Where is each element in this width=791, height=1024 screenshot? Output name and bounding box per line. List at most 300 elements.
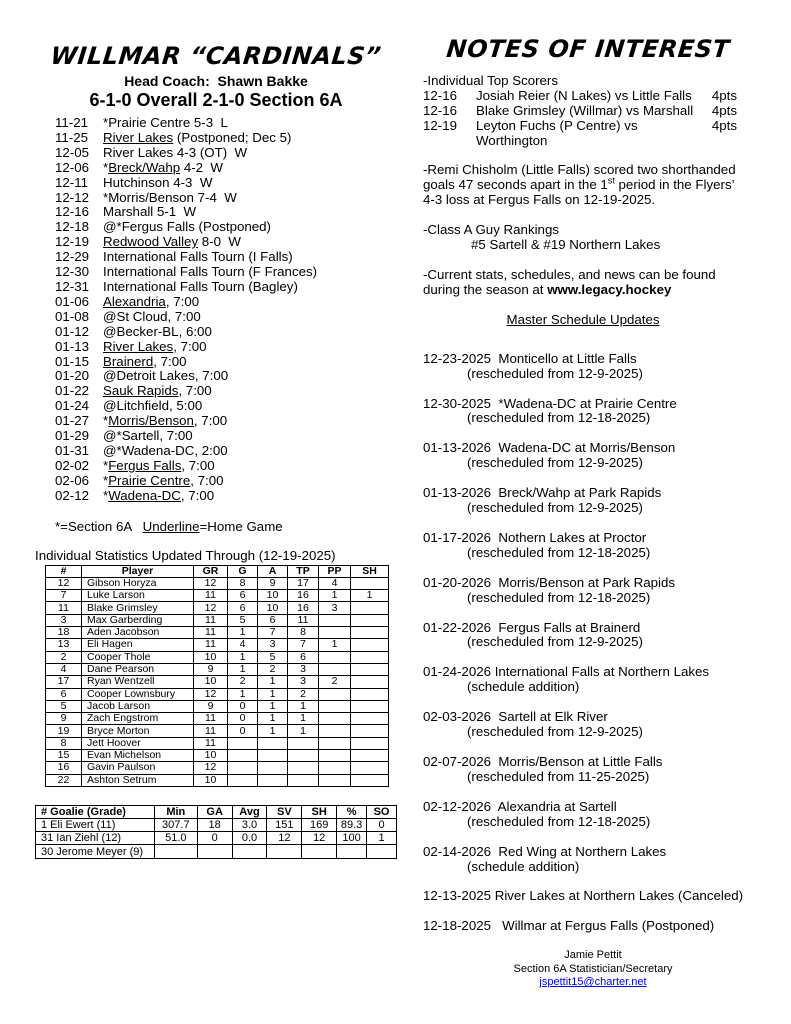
table-cell: 7: [258, 627, 288, 639]
table-cell: Aden Jacobson: [82, 627, 194, 639]
stats-note-url: www.legacy.hockey: [547, 281, 672, 297]
table-cell: [288, 774, 319, 786]
schedule-update: [423, 710, 779, 740]
table-cell: 10: [194, 774, 228, 786]
game-result: , 7:00: [178, 383, 212, 399]
opponent-name: Becker-BL: [116, 323, 179, 339]
table-cell: 31 Ian Ziehl (12): [36, 832, 155, 845]
table-cell: [351, 713, 389, 725]
stats-title: Individual Statistics Updated Through (12-19-2025): [35, 547, 336, 563]
opponent-name: Brainerd: [103, 353, 154, 369]
schedule-row: [55, 414, 397, 429]
footer: [423, 949, 763, 990]
game-date: 01-31: [55, 442, 90, 458]
update-detail: (schedule addition): [467, 679, 580, 695]
game-prefix: *: [103, 413, 109, 429]
shorthanded-line3: 4-3 loss at Fergus Falls on 12-19-2025.: [423, 192, 656, 208]
table-cell: [267, 845, 302, 858]
game-date: 12-18: [55, 219, 90, 235]
schedule-update: [423, 621, 779, 651]
table-cell: 9: [46, 713, 82, 725]
table-cell: 3: [288, 676, 319, 688]
table-cell: 10: [194, 676, 228, 688]
column-header: SO: [367, 805, 397, 818]
game-result: , 5:00: [168, 398, 203, 414]
schedule-row: [55, 265, 397, 280]
top-scorers-list: [423, 89, 737, 149]
game-date: 02-06: [55, 472, 90, 488]
update-detail: (rescheduled from 12-9-2025): [467, 634, 643, 650]
goalie-stats-table: [35, 805, 397, 859]
schedule-row: [55, 355, 397, 370]
table-cell: 11: [194, 639, 228, 651]
table-cell: [351, 577, 389, 589]
game-prefix: *: [103, 159, 109, 175]
scorer-description: Josiah Reier (N Lakes) vs Little Falls: [476, 87, 692, 103]
game-result: , 7:00: [194, 368, 229, 384]
opponent-name: River Lakes: [103, 338, 174, 354]
opponent-name: River Lakes: [103, 144, 174, 160]
ordinal-superscript: st: [607, 175, 615, 186]
game-date: 11-21: [55, 115, 89, 130]
column-header: PP: [319, 565, 351, 577]
game-text: [103, 131, 291, 146]
table-cell: Jett Hoover: [82, 737, 194, 749]
table-cell: 11: [194, 590, 228, 602]
schedule-row: [55, 161, 397, 176]
table-cell: Ryan Wentzell: [82, 676, 194, 688]
game-date: 01-20: [55, 368, 90, 384]
game-text: [103, 414, 227, 429]
table-cell: 2: [228, 676, 258, 688]
schedule-update: [423, 755, 779, 785]
table-cell: [351, 762, 389, 774]
table-cell: 22: [46, 774, 82, 786]
table-cell: 1: [258, 676, 288, 688]
table-cell: 3: [258, 639, 288, 651]
table-cell: [288, 750, 319, 762]
stats-location-note: [423, 268, 779, 298]
opponent-name: International Falls Tourn (F Frances): [103, 264, 318, 280]
opponent-name: Redwood Valley: [103, 234, 199, 250]
table-cell: [319, 725, 351, 737]
game-text: [103, 310, 201, 325]
update-detail: (rescheduled from 12-9-2025): [467, 500, 643, 516]
header-row: [36, 805, 397, 818]
opponent-name: Prairie Centre: [108, 115, 191, 130]
game-text: [103, 235, 241, 250]
schedule-row: [55, 191, 397, 206]
table-cell: 2: [46, 651, 82, 663]
game-date: 12-29: [55, 249, 90, 265]
table-cell: [319, 663, 351, 675]
update-detail: (rescheduled from 12-18-2025): [467, 544, 651, 560]
game-prefix: @: [103, 323, 117, 339]
table-cell: 1: [351, 590, 389, 602]
game-date: 12-12: [55, 189, 90, 205]
table-cell: [319, 627, 351, 639]
table-cell: 1: [258, 688, 288, 700]
table-cell: Gibson Horyza: [82, 577, 194, 589]
table-cell: [228, 774, 258, 786]
schedule-row: [55, 399, 397, 414]
game-date: 11-25: [55, 129, 89, 145]
table-cell: 6: [46, 688, 82, 700]
schedule-update: [423, 352, 779, 382]
column-header: G: [228, 565, 258, 577]
table-cell: 0: [228, 700, 258, 712]
table-row: [36, 832, 397, 845]
table-cell: 307.7: [154, 819, 197, 832]
table-cell: 7: [288, 639, 319, 651]
update-matchup: 01-20-2026 Morris/Benson at Park Rapids: [423, 574, 676, 590]
column-header: %: [337, 805, 367, 818]
table-cell: 11: [194, 614, 228, 626]
table-cell: 1: [258, 725, 288, 737]
game-text: [103, 355, 187, 370]
column-header: GA: [197, 805, 232, 818]
table-cell: 1 Eli Ewert (11): [36, 819, 155, 832]
table-cell: 7: [46, 590, 82, 602]
column-header: # Goalie (Grade): [36, 805, 155, 818]
opponent-name: Prairie Centre: [108, 472, 191, 488]
table-cell: 3: [288, 663, 319, 675]
table-row: [46, 663, 389, 675]
game-text: [103, 459, 215, 474]
game-result: (Postponed; Dec 5): [173, 129, 292, 145]
schedule-row: [55, 250, 397, 265]
record-line: 6-1-0 Overall 2-1-0 Section 6A: [89, 90, 343, 110]
table-cell: 2: [258, 663, 288, 675]
game-date: 02-02: [55, 457, 90, 473]
update-matchup: 12-23-2025 Monticello at Little Falls: [423, 350, 637, 366]
shorthanded-line1: -Remi Chisholm (Little Falls) scored two shorthanded: [423, 162, 736, 178]
table-cell: [351, 737, 389, 749]
game-date: 01-12: [55, 323, 90, 339]
table-cell: 1: [228, 663, 258, 675]
table-cell: 0: [228, 725, 258, 737]
scorer-date: 12-19: [423, 117, 458, 133]
update-matchup: 12-30-2025 *Wadena-DC at Prairie Centre: [423, 395, 677, 411]
table-cell: [351, 774, 389, 786]
column-header: A: [258, 565, 288, 577]
schedule-row: [55, 176, 397, 191]
update-detail: (rescheduled from 12-18-2025): [467, 813, 651, 829]
game-text: [103, 429, 193, 444]
table-cell: 1: [228, 651, 258, 663]
table-cell: [258, 762, 288, 774]
schedule-row: [55, 340, 397, 355]
schedule-update: [423, 665, 779, 695]
table-row: [46, 700, 389, 712]
scorer-date: 12-16: [423, 87, 458, 103]
update-detail: (schedule addition): [467, 858, 580, 874]
schedule-row: [55, 131, 397, 146]
table-cell: [319, 614, 351, 626]
table-cell: [228, 750, 258, 762]
table-cell: 10: [258, 602, 288, 614]
table-cell: 12: [302, 832, 337, 845]
legend-underline-word: Underline: [142, 518, 200, 534]
schedule-update-single: 12-18-2025 Willmar at Fergus Falls (Postponed): [423, 918, 715, 934]
table-cell: 1: [288, 700, 319, 712]
opponent-name: Marshall: [103, 204, 154, 220]
top-scorer-row: [423, 119, 737, 149]
scorer-points: 4pts: [711, 87, 737, 103]
game-text: [103, 489, 214, 504]
game-prefix: *: [103, 189, 109, 205]
game-date: 01-22: [55, 383, 90, 399]
game-prefix: @*: [103, 442, 122, 458]
schedule-row: [55, 220, 397, 235]
table-cell: Bryce Morton: [82, 725, 194, 737]
schedule-row: [55, 310, 397, 325]
shorthanded-line2-pre: goals 47 seconds apart in the 1: [423, 177, 608, 193]
game-date: 01-27: [55, 413, 90, 429]
game-text: [103, 474, 224, 489]
update-detail: (rescheduled from 12-18-2025): [467, 589, 651, 605]
table-cell: 30 Jerome Meyer (9): [36, 845, 155, 858]
table-cell: 1: [367, 832, 397, 845]
schedule-row: [55, 280, 397, 295]
table-cell: Max Garberding: [82, 614, 194, 626]
legend-pre: *=Section 6A: [55, 518, 143, 534]
table-cell: [351, 614, 389, 626]
game-text: [103, 116, 228, 131]
table-cell: [367, 845, 397, 858]
game-text: [103, 191, 237, 206]
table-cell: 9: [194, 700, 228, 712]
opponent-name: Detroit Lakes: [116, 368, 195, 384]
table-cell: 6: [288, 651, 319, 663]
footer-role: Section 6A Statistician/Secretary: [513, 962, 673, 975]
table-cell: [351, 651, 389, 663]
schedule-row: [55, 295, 397, 310]
update-matchup: 02-07-2026 Morris/Benson at Little Falls: [423, 754, 663, 769]
table-cell: 16: [288, 602, 319, 614]
table-cell: [228, 762, 258, 774]
game-result: 5-1 W: [153, 204, 197, 220]
schedule-updates-list: [423, 352, 779, 875]
team-title: WILLMAR “CARDINALS”: [49, 42, 383, 70]
game-date: 01-13: [55, 338, 90, 354]
table-cell: Dane Pearson: [82, 663, 194, 675]
game-prefix: *: [103, 487, 109, 503]
table-row: [46, 762, 389, 774]
rankings-detail: #5 Sartell & #19 Northern Lakes: [471, 237, 661, 253]
table-cell: [319, 762, 351, 774]
schedule-row: [55, 235, 397, 250]
table-cell: 12: [267, 832, 302, 845]
schedule-update: [423, 531, 779, 561]
table-cell: 17: [288, 577, 319, 589]
opponent-name: Breck/Wahp: [108, 159, 181, 175]
table-cell: 12: [194, 762, 228, 774]
opponent-name: Morris/Benson: [108, 413, 194, 429]
game-result: , 7:00: [181, 457, 215, 473]
schedule-update: [423, 845, 779, 875]
schedule-update: [423, 576, 779, 606]
table-cell: [337, 845, 367, 858]
schedule-update: [423, 486, 779, 516]
table-cell: 8: [46, 737, 82, 749]
table-cell: 89.3: [337, 819, 367, 832]
game-result: , 7:00: [153, 353, 187, 369]
table-cell: 11: [288, 614, 319, 626]
schedule-row: [55, 429, 397, 444]
schedule-row: [55, 116, 397, 131]
table-cell: 13: [46, 639, 82, 651]
table-row: [46, 725, 389, 737]
game-text: [103, 325, 212, 340]
right-column: [423, 35, 779, 990]
game-text: [103, 265, 317, 280]
table-cell: 8: [288, 627, 319, 639]
table-cell: Ashton Setrum: [82, 774, 194, 786]
scorer-points: 4pts: [711, 117, 737, 133]
head-coach-line: Head Coach: Shawn Bakke: [124, 73, 308, 89]
table-cell: [319, 750, 351, 762]
left-column: [35, 42, 397, 859]
table-cell: 9: [194, 663, 228, 675]
schedule-row: [55, 325, 397, 340]
table-row: [46, 750, 389, 762]
opponent-name: Wadena-DC: [121, 442, 195, 458]
player-stats-table: [45, 565, 389, 787]
rankings-heading: -Class A Guy Rankings: [423, 222, 559, 238]
game-date: 01-06: [55, 293, 90, 309]
table-cell: [258, 774, 288, 786]
opponent-name: Wadena-DC: [108, 487, 181, 503]
email-link[interactable]: jspettit15@charter.net: [539, 976, 647, 989]
game-date: 12-19: [55, 234, 90, 250]
table-row: [46, 627, 389, 639]
column-header: GR: [194, 565, 228, 577]
opponent-name: River Lakes: [103, 129, 174, 145]
table-cell: 4: [319, 577, 351, 589]
game-result: 7-4 W: [193, 189, 237, 205]
update-matchup: 01-13-2026 Wadena-DC at Morris/Benson: [423, 440, 676, 456]
table-cell: 1: [258, 713, 288, 725]
column-header: Player: [82, 565, 194, 577]
table-cell: [351, 750, 389, 762]
update-detail: (rescheduled from 12-18-2025): [467, 410, 651, 426]
table-cell: 4: [228, 639, 258, 651]
schedule-update-single: 12-13-2025 River Lakes at Northern Lakes (Canceled): [423, 888, 744, 904]
table-cell: 51.0: [154, 832, 197, 845]
table-cell: 5: [46, 700, 82, 712]
schedule-update: [423, 441, 779, 471]
game-date: 12-05: [55, 144, 90, 160]
table-cell: [351, 700, 389, 712]
schedule-row: [55, 146, 397, 161]
table-cell: 1: [288, 725, 319, 737]
legend-post: =Home Game: [199, 518, 283, 534]
table-cell: 2: [319, 676, 351, 688]
table-cell: 12: [194, 577, 228, 589]
table-row: [46, 590, 389, 602]
schedule-row: [55, 384, 397, 399]
table-row: [46, 676, 389, 688]
game-result: , 2:00: [194, 442, 228, 458]
table-cell: [319, 651, 351, 663]
game-prefix: @: [103, 368, 117, 384]
table-row: [46, 614, 389, 626]
column-header: SV: [267, 805, 302, 818]
game-date: 12-11: [55, 174, 89, 190]
game-text: [103, 384, 212, 399]
table-cell: 0.0: [232, 832, 267, 845]
table-cell: 1: [288, 713, 319, 725]
game-text: [103, 205, 196, 220]
table-cell: 6: [258, 614, 288, 626]
update-detail: (rescheduled from 12-9-2025): [467, 365, 643, 381]
table-cell: Jacob Larson: [82, 700, 194, 712]
update-detail: (rescheduled from 11-25-2025): [467, 768, 650, 784]
table-cell: 16: [46, 762, 82, 774]
schedule-update: [423, 800, 779, 830]
game-text: [103, 250, 293, 265]
table-cell: 169: [302, 819, 337, 832]
table-cell: Blake Grimsley: [82, 602, 194, 614]
game-result: , 7:00: [173, 338, 207, 354]
game-result: 4-3 (OT) W: [173, 144, 248, 160]
opponent-name: Sartell: [121, 428, 160, 444]
game-result: , 7:00: [159, 428, 193, 444]
update-matchup: 01-13-2026 Breck/Wahp at Park Rapids: [423, 485, 662, 501]
update-detail: (rescheduled from 12-9-2025): [467, 724, 643, 740]
scorer-description: Leyton Fuchs (P Centre) vs Worthington: [476, 117, 638, 148]
table-cell: 11: [194, 627, 228, 639]
game-text: [103, 295, 199, 310]
table-cell: 12: [194, 688, 228, 700]
game-prefix: @*: [103, 219, 122, 235]
opponent-name: Litchfield: [116, 398, 169, 414]
column-header: SH: [302, 805, 337, 818]
table-row: [46, 639, 389, 651]
legend-line: [35, 519, 397, 534]
table-cell: Cooper Thole: [82, 651, 194, 663]
table-cell: [302, 845, 337, 858]
game-date: 02-12: [55, 487, 90, 503]
game-result: 5-3 L: [190, 115, 228, 130]
table-cell: 9: [258, 577, 288, 589]
opponent-name: Hutchinson: [103, 174, 170, 190]
table-cell: 15: [46, 750, 82, 762]
header-row: [46, 565, 389, 577]
table-cell: 0: [228, 713, 258, 725]
table-cell: 3.0: [232, 819, 267, 832]
column-header: SH: [351, 565, 389, 577]
game-text: [103, 340, 207, 355]
table-cell: 151: [267, 819, 302, 832]
schedule-row: [55, 205, 397, 220]
update-matchup: 02-12-2026 Alexandria at Sartell: [423, 798, 617, 814]
table-cell: 17: [46, 676, 82, 688]
table-row: [46, 688, 389, 700]
table-row: [36, 845, 397, 858]
game-date: 12-06: [55, 159, 90, 175]
update-matchup: 02-03-2026 Sartell at Elk River: [423, 709, 608, 725]
table-cell: [319, 713, 351, 725]
game-prefix: @: [103, 398, 117, 414]
table-cell: [351, 725, 389, 737]
column-header: Avg: [232, 805, 267, 818]
opponent-name: International Falls Tourn (I Falls): [103, 249, 293, 265]
table-cell: 1: [319, 590, 351, 602]
update-matchup: 01-22-2026 Fergus Falls at Brainerd: [423, 619, 641, 635]
table-cell: Evan Michelson: [82, 750, 194, 762]
